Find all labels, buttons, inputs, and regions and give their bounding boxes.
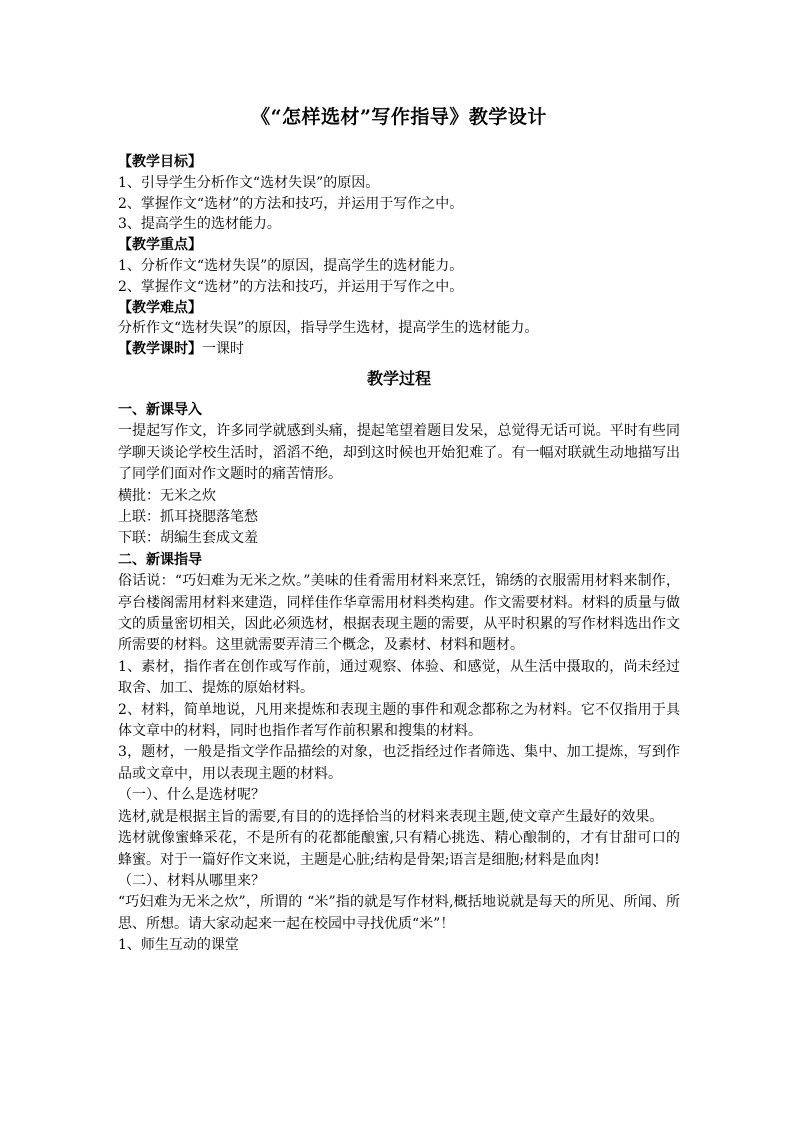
class-hours-line xyxy=(118,339,680,360)
objective-item-2: 2、掌握作文“选材”的方法和技巧，并运用于写作之中。 xyxy=(118,195,464,212)
objective-item-3: 3、提高学生的选材能力。 xyxy=(118,216,281,233)
couplet-lower: 下联：胡编生套成文羞 xyxy=(118,530,258,547)
guidance-paragraph-1: 俗话说：“巧妇难为无米之炊。”美味的佳肴需用材料来烹饪，锦绣的衣服需用材料来制作，亭台楼阁需用材料来建造，同样佳作华章需用材料类构建。作文需要材料。材料的质量与做文的质量密切相关，因此必须选材，根据表现主题的需要，从平时积累的写作材料选出作文所需要的材料。这里就需要弄清三个概念，及素材、材料和题材。 xyxy=(118,573,680,654)
guidance-paragraph-5: 选材,就是根据主旨的需要,有目的的选择恰当的材料来表现主题,使文章产生最好的效果。 xyxy=(118,808,664,825)
section-intro xyxy=(118,400,680,550)
guidance-item-1: 1、师生互动的课堂 xyxy=(118,937,239,954)
section-intro-heading: 一、新课导入 xyxy=(118,401,202,418)
process-heading: 教学过程 xyxy=(366,368,431,388)
document-title: 《“怎样选材”写作指导》教学设计 xyxy=(251,106,547,128)
class-hours-heading: 【教学课时】 xyxy=(118,341,202,358)
document-page xyxy=(118,102,680,957)
couplet-horizontal: 横批：无米之炊 xyxy=(118,487,216,504)
objectives-section xyxy=(118,152,680,235)
section-intro-paragraph: 一提起写作文，许多同学就感到头痛，提起笔望着题目发呆，总觉得无话可说。平时有些同学聊天谈论学校生活时，滔滔不绝，却到这时候也开始犯难了。有一幅对联就生动地描写出了同学们面对作文题时的痛苦情形。 xyxy=(118,423,680,483)
difficulty-section xyxy=(118,298,680,340)
key-points-heading: 【教学重点】 xyxy=(118,237,202,254)
guidance-paragraph-6: 选材就像蜜蜂采花，不是所有的花都能酿蜜,只有精心挑选、精心酿制的，才有甘甜可口的蜂蜜。对于一篇好作文来说，主题是心脏;结构是骨架;语言是细胞;材料是血肉! xyxy=(118,830,680,868)
guidance-paragraph-2: 1、素材，指作者在创作或写作前，通过观察、体验、和感觉，从生活中摄取的，尚未经过取舍、加工、提炼的原始材料。 xyxy=(118,658,680,697)
question-where-materials-come-from: （二）、材料从哪里来？ xyxy=(118,872,265,889)
objective-item-1: 1、引导学生分析作文“选材失误”的原因。 xyxy=(118,174,380,191)
section-guidance-heading: 二、新课指导 xyxy=(118,551,202,568)
key-point-item-1: 1、分析作文“选材失误”的原因，提高学生的选材能力。 xyxy=(118,257,464,274)
guidance-paragraph-3: 2、材料，简单地说，凡用来提炼和表现主题的事件和观念都称之为材料。它不仅指用于具体文章中的材料，同时也指作者写作前积累和搜集的材料。 xyxy=(118,701,680,740)
difficulty-heading: 【教学难点】 xyxy=(118,299,202,316)
section-guidance xyxy=(118,550,680,957)
couplet-upper: 上联：抓耳挠腮落笔愁 xyxy=(118,509,258,525)
question-what-is-selection: （一）、什么是选材呢？ xyxy=(118,787,265,804)
difficulty-text: 分析作文“选材失误”的原因，指导学生选材，提高学生的选材能力。 xyxy=(118,320,539,337)
objectives-heading: 【教学目标】 xyxy=(118,154,202,170)
class-hours-value: 一课时 xyxy=(202,341,244,358)
guidance-paragraph-4: 3，题材，一般是指文学作品描绘的对象，也泛指经过作者筛选、集中、加工提炼，写到作品或文章中，用以表现主题的材料。 xyxy=(118,744,680,782)
guidance-paragraph-7: “巧妇难为无米之炊”，所谓的 “米”指的就是写作材料,概括地说就是每天的所见、所闻、所思、所想。请大家动起来一起在校园中寻找优质“米”！ xyxy=(118,894,680,932)
key-points-section xyxy=(118,235,680,297)
key-point-item-2: 2、掌握作文“选材”的方法和技巧，并运用于写作之中。 xyxy=(118,278,464,295)
